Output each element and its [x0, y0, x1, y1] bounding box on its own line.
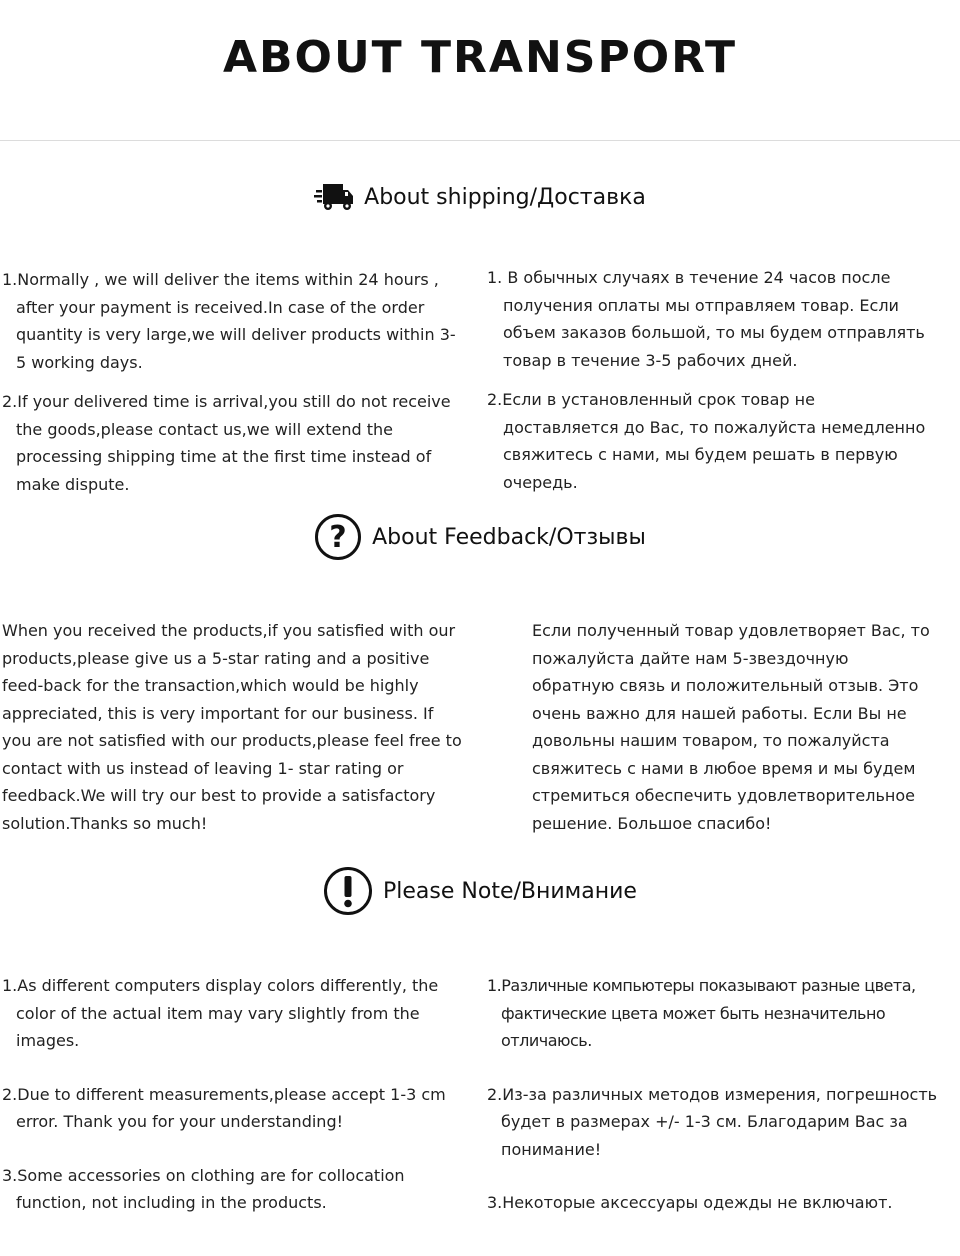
- feedback-en-paragraph: When you received the products,if you satisfied with our products,please give us a 5-star rating and a positive feed-back for the transaction,which would be highly appreciated, this is very important for our business. If you are not satisfied with our products,please feel free to contact with us instead of leaving 1- star rating or feedback.We will try our best to provide a satisfactory solution.Thanks so much!: [2, 621, 462, 833]
- note-en-item: 1.As different computers display colors differently, the color of the actual item may vary slightly from the images.: [2, 976, 439, 1050]
- svg-text:?: ?: [329, 520, 347, 555]
- exclamation-circle-icon: [323, 866, 373, 916]
- note-ru-text: [487, 972, 957, 1217]
- shipping-en-item: 1.Normally , we will deliver the items within 24 hours , after your payment is received.In case of the order quantity is very large,we will deliver products within 3-5 working days.: [2, 270, 456, 372]
- note-en-item: 3.Some accessories on clothing are for collocation function, not including in the products.: [2, 1165, 405, 1212]
- shipping-ru-text: [487, 264, 932, 496]
- shipping-heading: [0, 180, 960, 214]
- truck-icon: [314, 180, 354, 214]
- note-en-item: 2.Due to different measurements,please accept 1-3 cm error. Thank you for your understanding!: [2, 1084, 446, 1131]
- feedback-ru-paragraph: Если полученный товар удовлетворяет Вас, то пожалуйста дайте нам 5-звездочную обратную связь и положительный отзыв. Это очень важно для нашей работы. Если Вы не довольны нашим товаром, то пожалуйста свяжитесь с нами в любое время и мы будем стремиться обеспечить удовлетворительное решение. Большое спасибо!: [532, 621, 930, 833]
- shipping-en-item: 2.If your delivered time is arrival,you still do not receive the goods,please contact us,we will extend the processing shipping time at the first time instead of make dispute.: [2, 392, 451, 494]
- title-divider: [0, 140, 960, 141]
- note-ru-item: 2.Из-за различных методов измерения, погрешность будет в размерах +/- 1-3 см. Благодарим Вас за понимание!: [487, 1084, 938, 1159]
- note-ru-item: 3.Некоторые аксессуары одежды не включают.: [487, 1193, 893, 1212]
- feedback-heading-label: About Feedback/Отзывы: [372, 524, 646, 550]
- note-heading: [0, 866, 960, 916]
- page-title: ABOUT TRANSPORT: [222, 32, 738, 83]
- feedback-en-text: [2, 617, 462, 837]
- feedback-ru-text: [532, 617, 932, 837]
- shipping-ru-item: 1. В обычных случаях в течение 24 часов после получения оплаты мы отправляем товар. Если объем заказов большой, то мы будем отправлять товар в течение 3-5 рабочих дней.: [487, 268, 925, 370]
- shipping-en-text: [2, 266, 462, 498]
- note-ru-item: 1.Различные компьютеры показывают разные цвета, фактические цвета может быть незначительно отличаюсь.: [487, 976, 916, 1050]
- shipping-heading-label: About shipping/Доставка: [364, 184, 646, 210]
- question-circle-icon: [314, 513, 362, 561]
- note-en-text: [2, 972, 464, 1217]
- feedback-heading: [0, 513, 960, 561]
- note-heading-label: Please Note/Внимание: [383, 878, 637, 904]
- shipping-ru-item: 2.Если в установленный срок товар не доставляется до Вас, то пожалуйста немедленно свяжитесь с нами, мы будем решать в первую очередь.: [487, 390, 926, 492]
